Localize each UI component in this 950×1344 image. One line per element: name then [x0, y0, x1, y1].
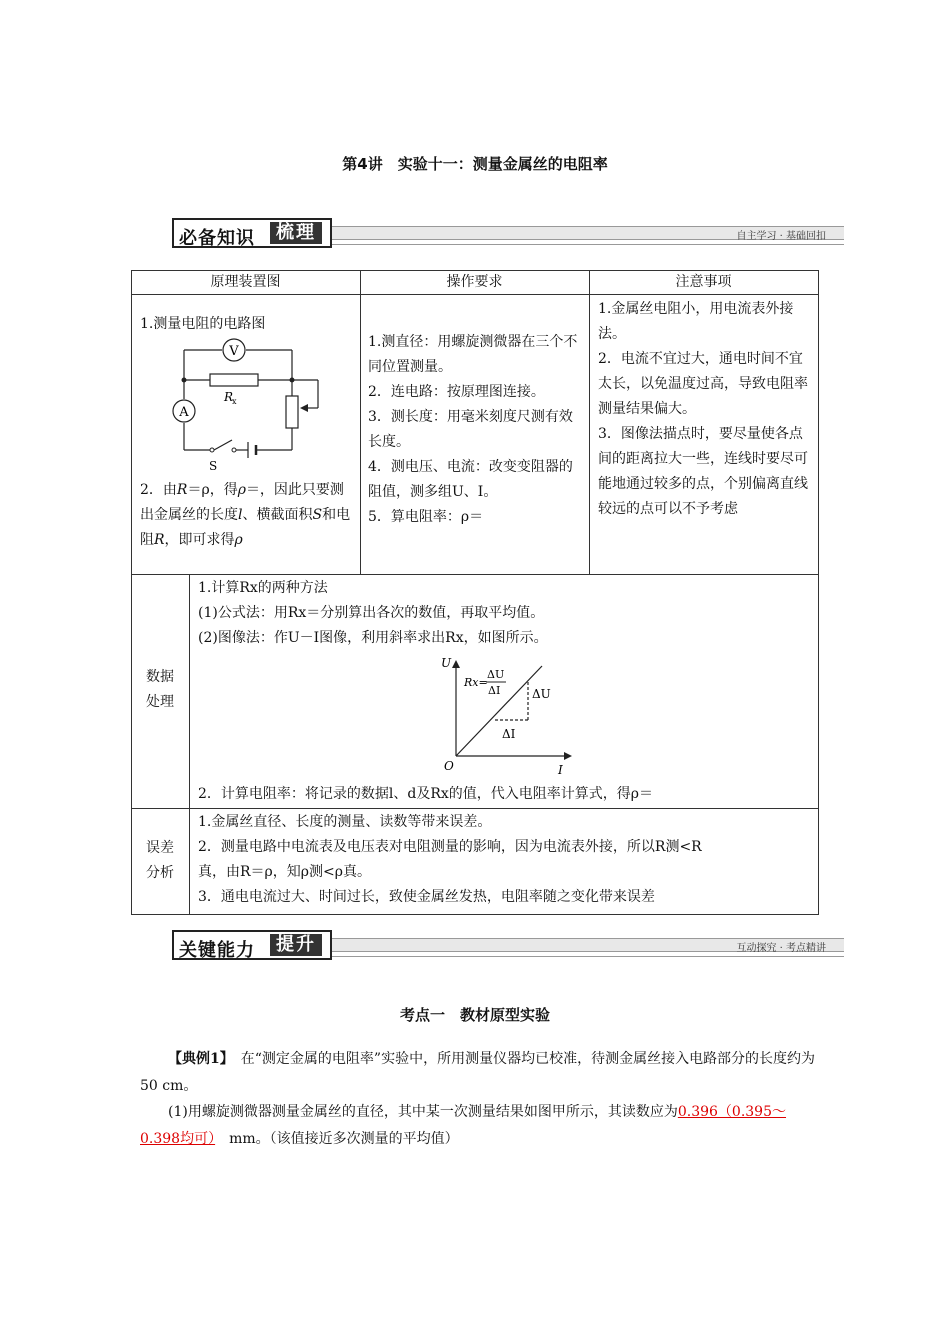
data-line-4: 2．计算电阻率：将记录的数据l、d及Rx的值，代入电阻率计算式，得ρ＝: [198, 786, 654, 802]
table-border: [131, 270, 132, 915]
operation-item: 4．测电压、电流：改变变阻器的阻值，测多组U、I。: [368, 459, 573, 500]
example-paragraph-1: [140, 1046, 820, 1100]
error-line-2: 2．测量电路中电流表及电压表对电阻测量的影响，因为电流表外接，所以R测<R: [198, 839, 702, 855]
ammeter-icon: [173, 400, 195, 422]
delta-u-label: ΔU: [532, 687, 551, 701]
text: l: [238, 507, 243, 523]
text: ρ: [237, 482, 246, 498]
table-border: [131, 808, 819, 809]
table-border: [131, 914, 819, 915]
operation-item: 3．测长度：用毫米刻度尺测有效长度。: [368, 409, 573, 450]
error-line-3: 真，由R＝ρ，知ρ测<ρ真。: [198, 864, 371, 880]
data-processing-label: 数据处理: [146, 669, 174, 710]
delta-i-label: ΔI: [502, 727, 516, 741]
text: ρ: [234, 532, 243, 548]
voltmeter-icon: [223, 339, 245, 361]
header-operation: 操作要求: [446, 274, 503, 290]
note-item: 2．电流不宜过大，通电时间不宜太长，以免温度过高，导致电阻率测量结果偏大。: [598, 351, 808, 417]
banner-right-label: 梳理: [270, 222, 322, 244]
table-border: [131, 574, 819, 575]
example-paragraph-2: [140, 1099, 820, 1153]
text: R: [154, 532, 165, 548]
table-border: [189, 574, 190, 915]
header-notes: 注意事项: [675, 274, 732, 290]
answer-blank: 0.396（0.395～0.398均可）: [140, 1104, 787, 1147]
resistor-label: R: [224, 390, 234, 404]
banner-box: [172, 218, 332, 248]
resistor-subscript: x: [232, 397, 237, 406]
rheostat-arrow-icon: [300, 404, 308, 412]
section-heading: 考点一 教材原型实验: [399, 1006, 550, 1024]
text: ＝，因此只要测出金属丝的长度: [140, 482, 344, 523]
table-border: [818, 270, 819, 915]
operation-item: 1.测直径：用螺旋测微器在三个不同位置测量。: [368, 334, 578, 375]
voltmeter-label: V: [229, 344, 239, 359]
error-line-4: 3．通电电流过大、时间过长，致使金属丝发热，电阻率随之变化带来误差: [198, 889, 655, 905]
section-banner-ability: [172, 930, 844, 964]
banner-box: [172, 930, 332, 960]
text: R: [176, 482, 188, 498]
data-line-3: (2)图像法：作U－I图像，利用斜率求出Rx，如图所示。: [198, 630, 548, 646]
origin-label: O: [444, 759, 454, 773]
operation-item: 2．连电路：按原理图连接。: [368, 384, 545, 400]
data-line-1: 1.计算Rx的两种方法: [198, 580, 328, 596]
slope-label: Rx=: [464, 676, 488, 689]
slope-numerator: ΔU: [487, 668, 505, 681]
error-analysis-text: [198, 810, 813, 910]
banner-rule: [332, 956, 844, 957]
header-principle: 原理装置图: [210, 274, 281, 290]
operation-list: [368, 330, 583, 530]
text: 和电阻: [140, 507, 351, 548]
data-processing-text: [198, 576, 813, 651]
banner-left-label: 关键能力: [179, 940, 255, 961]
u-axis-arrow-icon: [452, 660, 460, 668]
example-text: 在“测定金属的电阻率”实验中，所用测量仪器均已校准，待测金属丝接入电路部分的长度约为50 cm。: [140, 1051, 816, 1094]
error-analysis-label: 误差分析: [146, 840, 174, 881]
example-tag: 【典例1】: [168, 1051, 227, 1067]
banner-left-label: 必备知识: [179, 228, 255, 249]
data-line-2: (1)公式法：用Rx＝分别算出各次的数值，再取平均值。: [198, 605, 545, 621]
banner-subtitle: 互动探究 · 考点精讲: [736, 943, 826, 954]
banner-right-label: 提升: [270, 934, 322, 956]
table-border: [360, 270, 361, 575]
principle-item-2: [140, 478, 356, 553]
operation-item: 5．算电阻率：ρ＝: [368, 509, 484, 525]
note-item: 3．图像法描点时，要尽量使各点间的距离拉大一些，连线时要尽可能地通过较多的点，个别偏离直线较远的点可以不予考虑: [598, 426, 808, 517]
circuit-diagram: [140, 336, 350, 476]
table-border: [589, 270, 590, 575]
note-item: 1.金属丝电阻小，用电流表外接法。: [598, 301, 794, 342]
table-border: [131, 294, 819, 295]
banner-rule: [332, 244, 844, 245]
slope-denominator: ΔI: [488, 684, 501, 697]
text: S: [312, 507, 323, 523]
text: 、横截面积: [242, 507, 313, 523]
text: ，即可求得: [164, 532, 235, 548]
banner-subtitle: 自主学习 · 基础回扣: [736, 231, 826, 242]
text: ＝ρ，得: [187, 482, 238, 498]
u-axis-label: U: [441, 656, 452, 670]
question-unit: mm。（该值接近多次测量的平均值）: [229, 1131, 459, 1147]
switch-label: S: [209, 459, 218, 473]
i-axis-arrow-icon: [564, 752, 572, 760]
ammeter-label: A: [179, 405, 189, 420]
i-axis-label: I: [558, 763, 563, 777]
principle-item-1: 1.测量电阻的电路图: [140, 316, 266, 332]
page-title: 第4讲 实验十一：测量金属丝的电阻率: [342, 155, 608, 173]
question-text: (1)用螺旋测微器测量金属丝的直径，其中某一次测量结果如图甲所示，其读数应为: [168, 1104, 678, 1120]
section-banner-knowledge: [172, 218, 844, 252]
u-i-graph: [438, 652, 578, 780]
text: 2．由: [140, 482, 177, 498]
notes-list: [598, 297, 812, 522]
error-line-1: 1.金属丝直径、长度的测量、读数等带来误差。: [198, 814, 492, 830]
